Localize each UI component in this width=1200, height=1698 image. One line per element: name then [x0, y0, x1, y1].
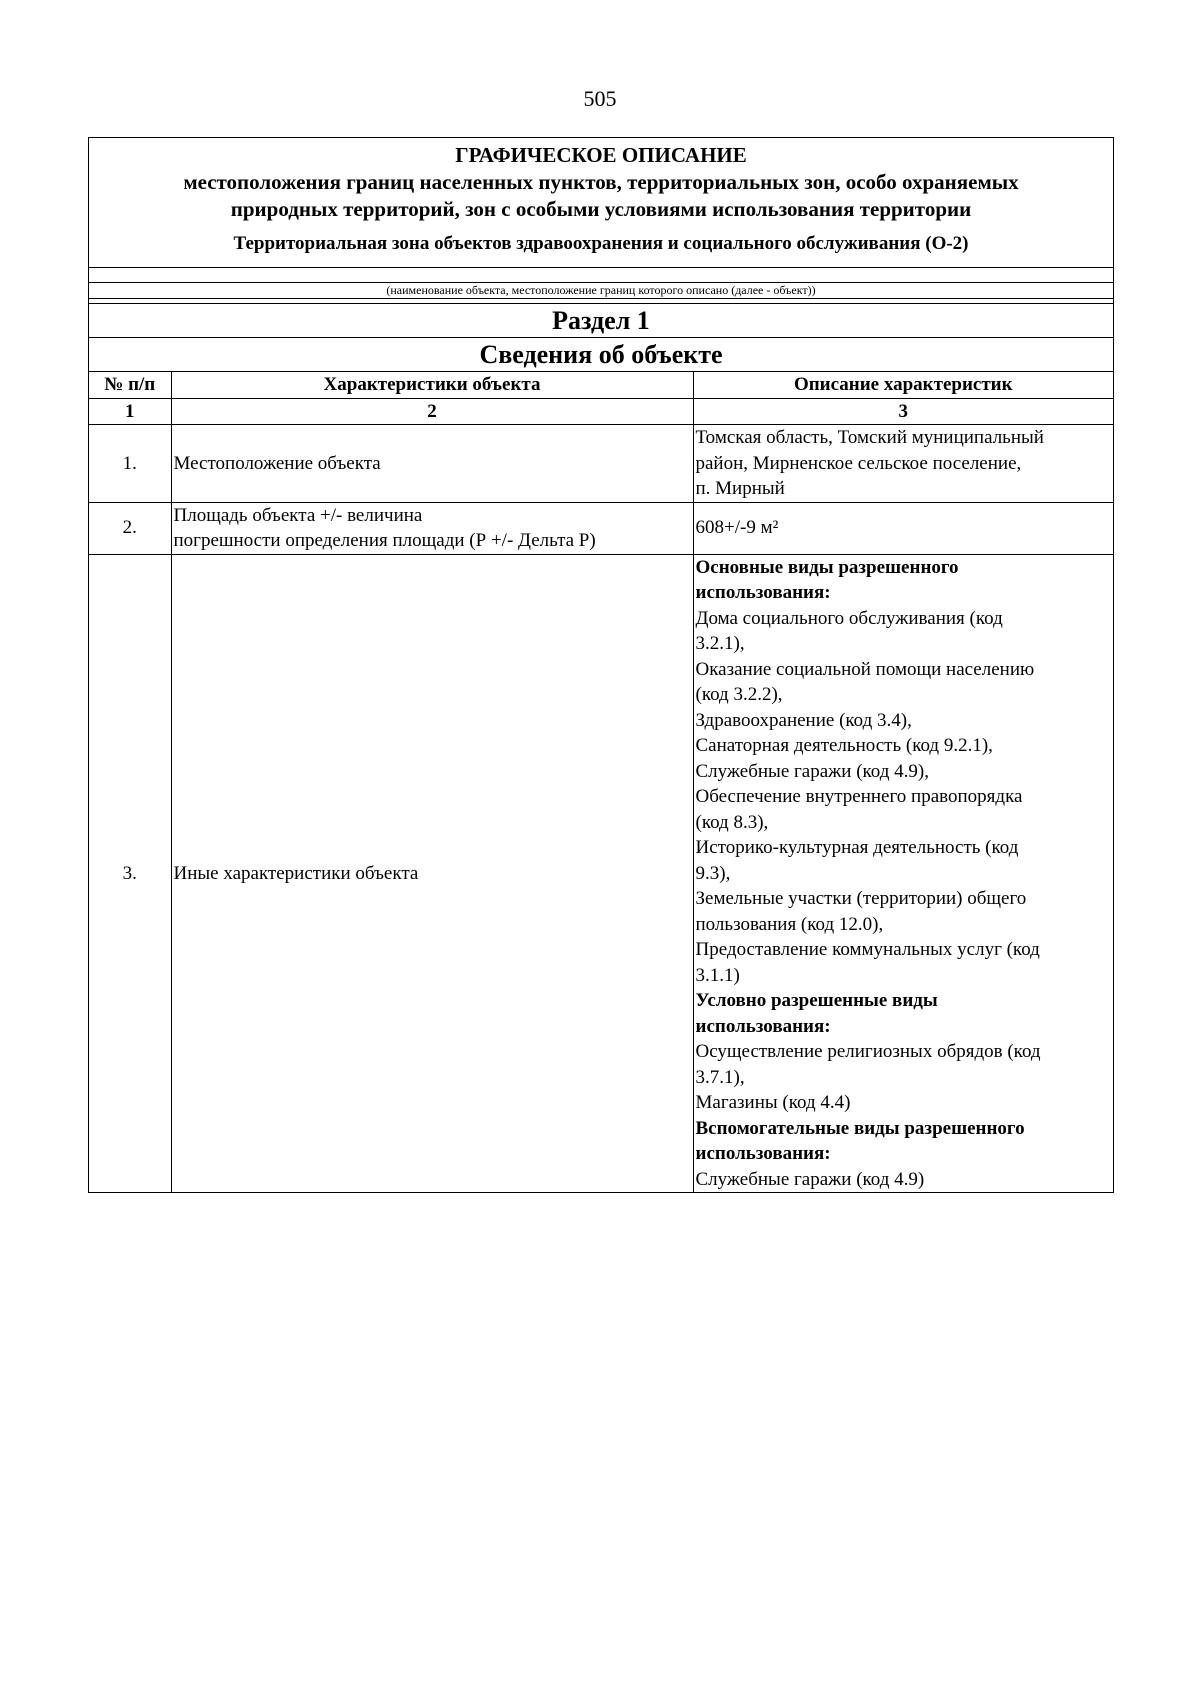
row-description: [693, 425, 1113, 503]
document-form: [88, 137, 1114, 1193]
description-line: (код 3.2.2),: [695, 684, 783, 705]
description-line: Обеспечение внутреннего правопорядка: [695, 786, 1023, 807]
row-characteristic: [171, 554, 693, 1192]
description-line: Магазины (код 4.4): [695, 1092, 851, 1113]
document-header: [89, 138, 1113, 268]
description-line: Томская область, Томский муниципальный: [695, 427, 1044, 448]
description-line: Предоставление коммунальных услуг (код: [695, 939, 1040, 960]
header-number: № п/п: [89, 372, 171, 399]
description-heading: использования:: [695, 1015, 831, 1037]
description-line: пользования (код 12.0),: [695, 913, 884, 935]
description-line: Историко-культурная деятельность (код: [695, 837, 1019, 858]
description-line: 9.3),: [695, 862, 731, 884]
table-header-row: [89, 372, 1113, 399]
description-line: Служебные гаражи (код 4.9),: [695, 760, 929, 782]
description-line: Оказание социальной помощи населению: [695, 658, 1035, 680]
object-name-blank: [89, 268, 1113, 283]
column-number-2: 2: [171, 398, 693, 425]
description-line: 3.1.1): [695, 964, 740, 986]
description-line: район, Мирненское сельское поселение,: [695, 452, 1022, 474]
document-title: ГРАФИЧЕСКОЕ ОПИСАНИЕ: [455, 143, 747, 167]
zone-name: Территориальная зона объектов здравоохранения и социального обслуживания (О-2): [233, 233, 969, 254]
table-body: [89, 425, 1113, 1193]
description-line: п. Мирный: [695, 478, 785, 499]
row-description: [693, 554, 1113, 1192]
characteristic-line: погрешности определения площади (Р +/- Дельта Р): [173, 530, 596, 551]
description-heading: Условно разрешенные виды: [695, 990, 938, 1011]
description-line: 3.2.1),: [695, 633, 745, 654]
characteristic-line: Иные характеристики объекта: [173, 862, 419, 884]
characteristic-line: Площадь объекта +/- величина: [173, 504, 423, 526]
description-heading: Основные виды разрешенного: [695, 556, 959, 578]
table-row: [89, 502, 1113, 554]
description-line: Санаторная деятельность (код 9.2.1),: [695, 735, 993, 756]
page-number: 505: [583, 86, 617, 111]
row-characteristic: [171, 502, 693, 554]
column-number-row: [89, 398, 1113, 425]
description-line: Земельные участки (территории) общего: [695, 888, 1027, 909]
description-line: 3.7.1),: [695, 1066, 745, 1088]
table-row: [89, 554, 1113, 1192]
header-description: Описание характеристик: [693, 372, 1113, 399]
description-line: Служебные гаражи (код 4.9): [695, 1168, 925, 1190]
column-number-3: 3: [693, 398, 1113, 425]
description-heading: использования:: [695, 1143, 831, 1164]
description-line: Здравоохранение (код 3.4),: [695, 709, 912, 731]
object-name-note: (наименование объекта, местоположение границ которого описано (далее - объект)): [89, 283, 1113, 299]
table-row: [89, 425, 1113, 503]
header-characteristics: Характеристики объекта: [171, 372, 693, 399]
description-heading: Вспомогательные виды разрешенного: [695, 1117, 1025, 1139]
row-number: 2.: [89, 502, 171, 554]
characteristics-table: [89, 371, 1113, 1192]
description-line: Осуществление религиозных обрядов (код: [695, 1041, 1041, 1062]
description-line: (код 8.3),: [695, 811, 769, 833]
document-subtitle-line-1: местоположения границ населенных пунктов, территориальных зон, особо охраняемых: [183, 170, 1019, 194]
row-characteristic: [171, 425, 693, 503]
section-title: Раздел 1: [89, 304, 1113, 338]
row-number: 3.: [89, 554, 171, 1192]
row-description: [693, 502, 1113, 554]
characteristic-line: Местоположение объекта: [173, 452, 381, 474]
description-heading: использования:: [695, 582, 831, 603]
section-subtitle: Сведения об объекте: [479, 340, 723, 369]
description-line: 608+/-9 м²: [695, 517, 779, 539]
document-subtitle-line-2: природных территорий, зон с особыми условиями использования территории: [230, 197, 972, 221]
row-number: 1.: [89, 425, 171, 503]
description-line: Дома социального обслуживания (код: [695, 607, 1003, 629]
column-number-1: 1: [89, 398, 171, 425]
